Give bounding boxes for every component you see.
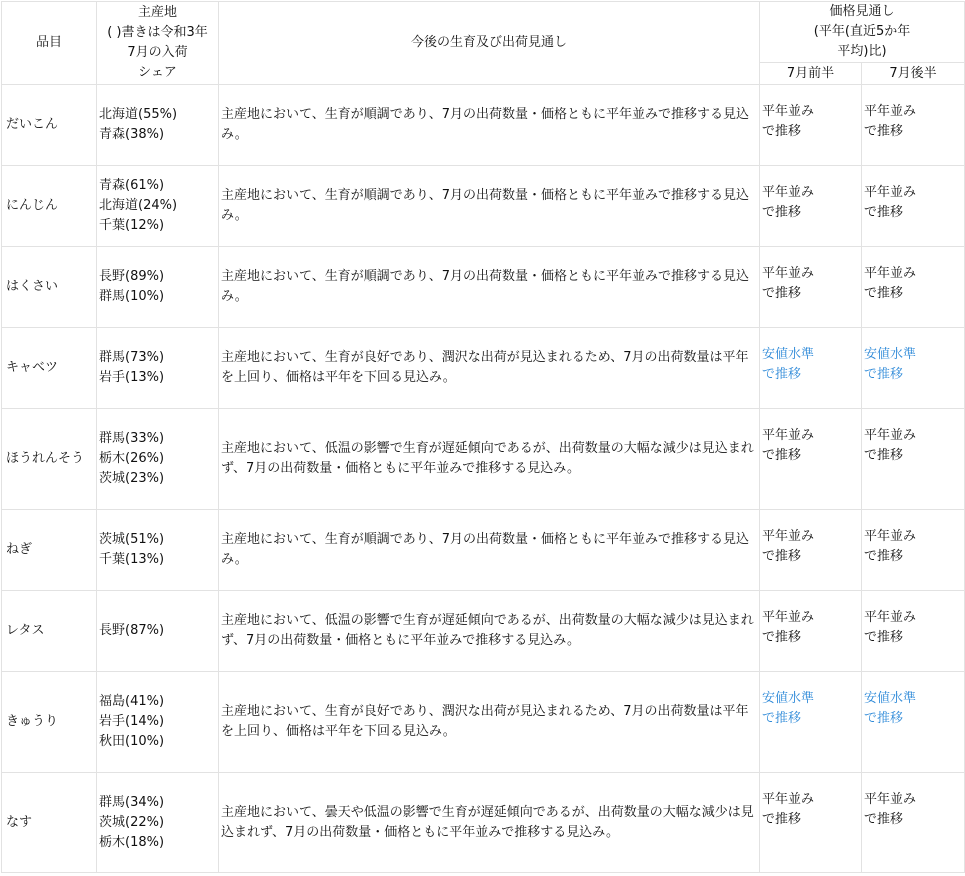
outlook-text: 主産地において、曇天や低温の影響で生育が遅延傾向であるが、出荷数量の大幅な減少は見込まれず、7月の出荷数量・価格ともに平年並みで推移する見込み。 — [219, 773, 760, 873]
price-line: 平年並み — [864, 610, 917, 625]
price-line: 平年並み — [864, 529, 917, 544]
region-share: 茨城(51%) — [99, 532, 165, 547]
vegetable-outlook-table — [1, 1, 965, 873]
region-share: 長野(87%) — [99, 623, 165, 638]
region-share: 群馬(33%) — [99, 431, 165, 446]
price-line: で推移 — [762, 367, 802, 382]
region-share-cell — [97, 409, 219, 510]
price-line: で推移 — [864, 711, 904, 726]
price-line: 平年並み — [762, 104, 815, 119]
price-early-cell — [760, 409, 862, 510]
header-region-line: シェア — [138, 65, 177, 80]
header-region — [97, 2, 219, 85]
price-line: 平年並み — [864, 266, 917, 281]
price-line: で推移 — [864, 205, 904, 220]
price-line: 安値水準 — [864, 691, 917, 706]
outlook-text: 主産地において、生育が順調であり、7月の出荷数量・価格ともに平年並みで推移する見込み。 — [219, 510, 760, 591]
header-region-line: 7月の入荷 — [127, 45, 188, 60]
item-name: なす — [2, 773, 97, 873]
item-name: きゅうり — [2, 672, 97, 773]
region-share: 茨城(22%) — [99, 814, 165, 830]
item-name: キャベツ — [2, 328, 97, 409]
price-late-cell — [862, 166, 965, 247]
price-line: で推移 — [762, 205, 802, 220]
region-share: 福島(41%) — [99, 694, 165, 709]
price-line: で推移 — [864, 367, 904, 382]
price-line: で推移 — [762, 711, 802, 726]
price-late-cell — [862, 773, 965, 873]
table-row — [2, 85, 965, 166]
region-share-cell — [97, 85, 219, 166]
region-share: 茨城(23%) — [99, 471, 165, 486]
table-row — [2, 672, 965, 773]
header-region-line: ( )書きは令和3年 — [107, 25, 208, 40]
price-line: 平年並み — [762, 428, 815, 443]
item-name: ねぎ — [2, 510, 97, 591]
price-early-cell — [760, 672, 862, 773]
region-share-cell — [97, 672, 219, 773]
header-price-line: 価格見通し — [829, 4, 895, 19]
table-row — [2, 166, 965, 247]
region-share-cell — [97, 166, 219, 247]
table-row — [2, 591, 965, 672]
region-share-cell — [97, 510, 219, 591]
region-share: 北海道(24%) — [99, 198, 178, 213]
header-item: 品目 — [2, 2, 97, 85]
price-line: 平年並み — [762, 185, 815, 200]
region-share-cell — [97, 328, 219, 409]
region-share: 青森(38%) — [99, 127, 165, 142]
region-share: 栃木(26%) — [99, 451, 165, 466]
price-line: 平年並み — [762, 610, 815, 625]
region-share: 栃木(18%) — [99, 834, 165, 850]
header-price-line: 平均)比) — [837, 44, 887, 59]
price-line: 安値水準 — [762, 347, 815, 362]
region-share: 岩手(14%) — [99, 714, 165, 729]
price-early-cell — [760, 773, 862, 873]
price-line: 平年並み — [762, 792, 815, 807]
region-share: 長野(89%) — [99, 269, 165, 284]
price-line: 安値水準 — [762, 691, 815, 706]
price-line: で推移 — [864, 812, 904, 827]
region-share: 群馬(73%) — [99, 350, 165, 365]
table-row — [2, 510, 965, 591]
price-early-cell — [760, 328, 862, 409]
price-early-cell — [760, 591, 862, 672]
price-line: で推移 — [762, 812, 802, 827]
region-share: 青森(61%) — [99, 178, 165, 193]
price-late-cell — [862, 409, 965, 510]
header-price-early: 7月前半 — [760, 63, 862, 85]
region-share-cell — [97, 591, 219, 672]
price-early-cell — [760, 166, 862, 247]
region-share-cell — [97, 773, 219, 873]
price-line: で推移 — [762, 286, 802, 301]
price-line: で推移 — [864, 448, 904, 463]
header-price-late: 7月後半 — [862, 63, 965, 85]
price-line: 平年並み — [762, 529, 815, 544]
price-early-cell — [760, 247, 862, 328]
item-name: だいこん — [2, 85, 97, 166]
outlook-text: 主産地において、低温の影響で生育が遅延傾向であるが、出荷数量の大幅な減少は見込まれず、7月の出荷数量・価格ともに平年並みで推移する見込み。 — [219, 591, 760, 672]
price-line: で推移 — [864, 549, 904, 564]
price-line: で推移 — [762, 549, 802, 564]
item-name: レタス — [2, 591, 97, 672]
price-late-cell — [862, 328, 965, 409]
region-share: 岩手(13%) — [99, 370, 165, 385]
outlook-text: 主産地において、低温の影響で生育が遅延傾向であるが、出荷数量の大幅な減少は見込まれず、7月の出荷数量・価格ともに平年並みで推移する見込み。 — [219, 409, 760, 510]
region-share-cell — [97, 247, 219, 328]
price-early-cell — [760, 85, 862, 166]
outlook-text: 主産地において、生育が順調であり、7月の出荷数量・価格ともに平年並みで推移する見込み。 — [219, 166, 760, 247]
price-late-cell — [862, 591, 965, 672]
price-line: 平年並み — [864, 104, 917, 119]
price-line: 平年並み — [864, 185, 917, 200]
outlook-text: 主産地において、生育が順調であり、7月の出荷数量・価格ともに平年並みで推移する見込み。 — [219, 247, 760, 328]
price-late-cell — [862, 510, 965, 591]
price-line: で推移 — [762, 448, 802, 463]
item-name: ほうれんそう — [2, 409, 97, 510]
table-row — [2, 409, 965, 510]
price-line: 平年並み — [762, 266, 815, 281]
price-line: 平年並み — [864, 428, 917, 443]
header-region-line: 主産地 — [137, 5, 177, 20]
region-share: 群馬(10%) — [99, 289, 165, 304]
price-late-cell — [862, 247, 965, 328]
table-row — [2, 328, 965, 409]
price-early-cell — [760, 510, 862, 591]
outlook-text: 主産地において、生育が良好であり、潤沢な出荷が見込まれるため、7月の出荷数量は平年を上回り、価格は平年を下回る見込み。 — [219, 328, 760, 409]
region-share: 北海道(55%) — [99, 107, 178, 122]
price-late-cell — [862, 85, 965, 166]
price-line: で推移 — [864, 630, 904, 645]
price-line: 安値水準 — [864, 347, 917, 362]
header-outlook: 今後の生育及び出荷見通し — [219, 2, 760, 85]
outlook-text: 主産地において、生育が順調であり、7月の出荷数量・価格ともに平年並みで推移する見込み。 — [219, 85, 760, 166]
outlook-text: 主産地において、生育が良好であり、潤沢な出荷が見込まれるため、7月の出荷数量は平年を上回り、価格は平年を下回る見込み。 — [219, 672, 760, 773]
header-price — [760, 2, 965, 63]
table-row — [2, 247, 965, 328]
region-share: 秋田(10%) — [99, 734, 165, 749]
item-name: はくさい — [2, 247, 97, 328]
header-price-line: (平年(直近5か年 — [813, 24, 911, 39]
region-share: 群馬(34%) — [99, 794, 165, 810]
price-late-cell — [862, 672, 965, 773]
price-line: で推移 — [762, 124, 802, 139]
region-share: 千葉(13%) — [99, 552, 165, 567]
price-line: で推移 — [864, 124, 904, 139]
price-line: 平年並み — [864, 792, 917, 807]
table-row — [2, 773, 965, 873]
region-share: 千葉(12%) — [99, 218, 165, 233]
item-name: にんじん — [2, 166, 97, 247]
price-line: で推移 — [864, 286, 904, 301]
price-line: で推移 — [762, 630, 802, 645]
